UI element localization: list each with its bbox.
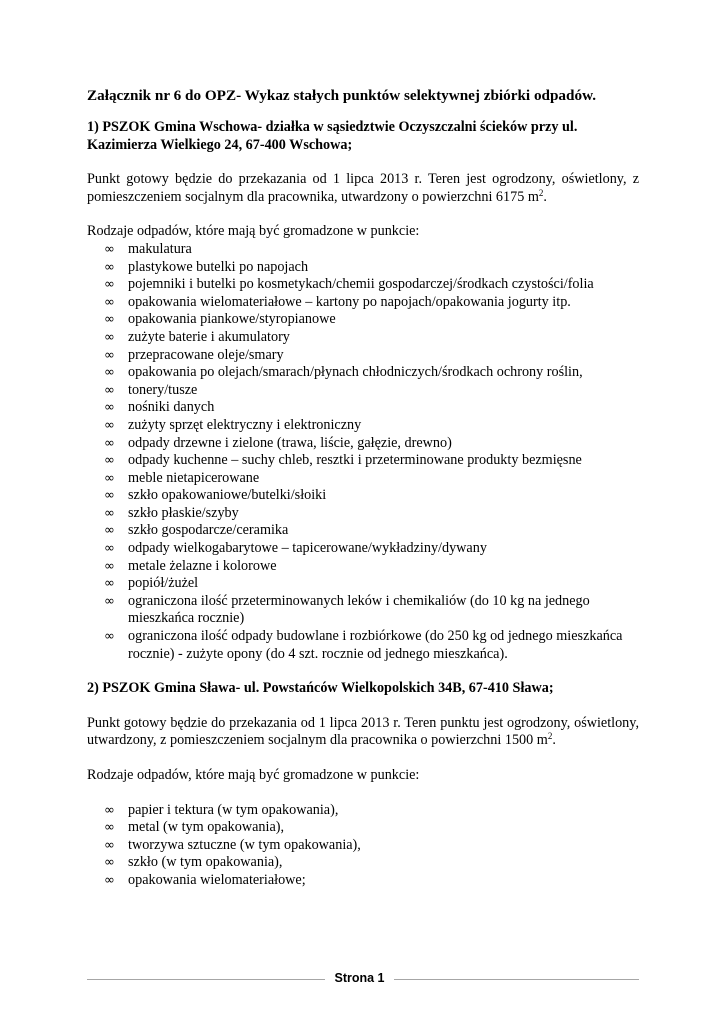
list-item	[87, 452, 639, 470]
list-item	[87, 329, 639, 347]
list-item-text: makulatura	[128, 240, 192, 257]
infinity-bullet-icon: ∞	[104, 629, 115, 645]
page-footer	[87, 967, 639, 991]
list-item-text: odpady drzewne i zielone (trawa, liście, gałęzie, drewno)	[128, 434, 452, 451]
section2-paragraph	[87, 715, 639, 750]
list-item	[87, 435, 639, 453]
list-item	[87, 382, 639, 400]
infinity-bullet-icon: ∞	[104, 417, 115, 433]
list-item	[87, 540, 639, 558]
list-item-text: popiół/żużel	[128, 575, 199, 592]
infinity-bullet-icon: ∞	[104, 576, 115, 592]
section2-paragraph-superscript: 2	[547, 731, 553, 742]
list-item-text: szkło (w tym opakowania),	[128, 854, 283, 871]
infinity-bullet-icon: ∞	[104, 470, 115, 486]
list-item-text: opakowania piankowe/styropianowe	[128, 311, 336, 328]
infinity-bullet-icon: ∞	[104, 523, 115, 539]
list-item-text: meble nietapicerowane	[128, 469, 260, 486]
list-item-text: metale żelazne i kolorowe	[128, 557, 277, 574]
infinity-bullet-icon: ∞	[104, 855, 115, 871]
section1-paragraph-text: Punkt gotowy będzie do przekazania od 1 lipca 2013 r. Teren jest ogrodzony, oświetlony, z pomieszczeniem socjalnym dla pracownika, utwardzony o powierzchni 6175 m	[87, 171, 639, 205]
list-item	[87, 872, 639, 890]
infinity-bullet-icon: ∞	[104, 329, 115, 345]
list-item-text: odpady kuchenne – suchy chleb, resztki i przeterminowane produkty bezmięsne	[128, 452, 582, 469]
section1-paragraph-end: .	[543, 188, 547, 205]
section2-waste-list	[87, 802, 639, 890]
infinity-bullet-icon: ∞	[104, 365, 115, 381]
list-item-text: tworzywa sztuczne (w tym opakowania),	[128, 836, 361, 853]
list-item-text: szkło płaskie/szyby	[128, 504, 239, 521]
section1-paragraph-superscript: 2	[538, 187, 544, 198]
footer-rule-left	[87, 979, 325, 980]
footer-rule-right	[394, 979, 639, 980]
section1-list-intro: Rodzaje odpadów, które mają być gromadzone w punkcie:	[87, 223, 420, 240]
list-item-text: metal (w tym opakowania),	[128, 819, 285, 836]
list-item-text: papier i tektura (w tym opakowania),	[128, 801, 339, 818]
list-item-text: opakowania po olejach/smarach/płynach chłodniczych/środkach ochrony roślin,	[128, 364, 583, 381]
list-item-text: ograniczona ilość przeterminowanych leków i chemikaliów (do 10 kg na jednego mieszkańca rocznie)	[128, 592, 590, 627]
list-item	[87, 487, 639, 505]
list-item-text: ograniczona ilość odpady budowlane i rozbiórkowe (do 250 kg od jednego mieszkańca rocznie) - zużyte opony (do 4 szt. rocznie od jednego mieszkańca).	[128, 628, 623, 662]
section2-heading: 2) PSZOK Gmina Sława- ul. Powstańców Wielkopolskich 34B, 67-410 Sława;	[87, 680, 554, 697]
list-item	[87, 628, 639, 663]
infinity-bullet-icon: ∞	[104, 837, 115, 853]
infinity-bullet-icon: ∞	[104, 541, 115, 557]
list-item	[87, 575, 639, 593]
list-item-text: opakowania wielomateriałowe – kartony po napojach/opakowania jogurty itp.	[128, 293, 571, 310]
document-title: Załącznik nr 6 do OPZ- Wykaz stałych punktów selektywnej zbiórki odpadów.	[87, 87, 596, 104]
infinity-bullet-icon: ∞	[104, 802, 115, 818]
infinity-bullet-icon: ∞	[104, 294, 115, 310]
list-item	[87, 802, 639, 820]
list-item-text: szkło opakowaniowe/butelki/słoiki	[128, 487, 327, 504]
infinity-bullet-icon: ∞	[104, 400, 115, 416]
infinity-bullet-icon: ∞	[104, 312, 115, 328]
infinity-bullet-icon: ∞	[104, 453, 115, 469]
list-item	[87, 593, 639, 628]
list-item	[87, 347, 639, 365]
list-item	[87, 819, 639, 837]
infinity-bullet-icon: ∞	[104, 435, 115, 451]
list-item-text: odpady wielkogabarytowe – tapicerowane/wykładziny/dywany	[128, 540, 487, 557]
infinity-bullet-icon: ∞	[104, 382, 115, 398]
list-item-text: zużyty sprzęt elektryczny i elektroniczny	[128, 416, 362, 433]
list-item	[87, 311, 639, 329]
list-item	[87, 854, 639, 872]
infinity-bullet-icon: ∞	[104, 872, 115, 888]
infinity-bullet-icon: ∞	[104, 277, 115, 293]
section2-paragraph-end: .	[552, 732, 556, 749]
document-page	[87, 86, 639, 890]
list-item-text: przepracowane oleje/smary	[128, 346, 284, 363]
section1-waste-list	[87, 241, 639, 663]
list-item	[87, 470, 639, 488]
list-item-text: szkło gospodarcze/ceramika	[128, 522, 289, 539]
infinity-bullet-icon: ∞	[104, 488, 115, 504]
list-item-text: tonery/tusze	[128, 381, 198, 398]
section1-paragraph	[87, 171, 639, 206]
list-item	[87, 259, 639, 277]
infinity-bullet-icon: ∞	[104, 241, 115, 257]
section2-list-intro: Rodzaje odpadów, które mają być gromadzone w punkcie:	[87, 767, 420, 783]
list-item-text: nośniki danych	[128, 399, 215, 416]
list-item	[87, 837, 639, 855]
list-item-text: plastykowe butelki po napojach	[128, 258, 309, 275]
list-item-text: zużyte baterie i akumulatory	[128, 328, 290, 345]
list-item-text: opakowania wielomateriałowe;	[128, 871, 306, 888]
list-item	[87, 241, 639, 259]
list-item	[87, 294, 639, 312]
infinity-bullet-icon: ∞	[104, 505, 115, 521]
list-item	[87, 522, 639, 540]
infinity-bullet-icon: ∞	[104, 347, 115, 363]
list-item	[87, 364, 639, 382]
list-item	[87, 276, 639, 294]
list-item	[87, 399, 639, 417]
infinity-bullet-icon: ∞	[104, 820, 115, 836]
list-item	[87, 558, 639, 576]
section1-heading: 1) PSZOK Gmina Wschowa- działka w sąsiedztwie Oczyszczalni ścieków przy ul. Kazimierza Wielkiego 24, 67-400 Wschowa;	[87, 119, 578, 153]
list-item	[87, 417, 639, 435]
infinity-bullet-icon: ∞	[104, 593, 115, 609]
infinity-bullet-icon: ∞	[104, 558, 115, 574]
list-item-text: pojemniki i butelki po kosmetykach/chemii gospodarczej/środkach czystości/folia	[128, 276, 594, 293]
infinity-bullet-icon: ∞	[104, 259, 115, 275]
section2-paragraph-text: Punkt gotowy będzie do przekazania od 1 lipca 2013 r. Teren punktu jest ogrodzony, oświetlony, utwardzony, z pomieszczeniem socjalnym dla pracownika o powierzchni 1500 m	[87, 714, 639, 749]
list-item	[87, 505, 639, 523]
page-number: Strona 1	[334, 971, 385, 985]
